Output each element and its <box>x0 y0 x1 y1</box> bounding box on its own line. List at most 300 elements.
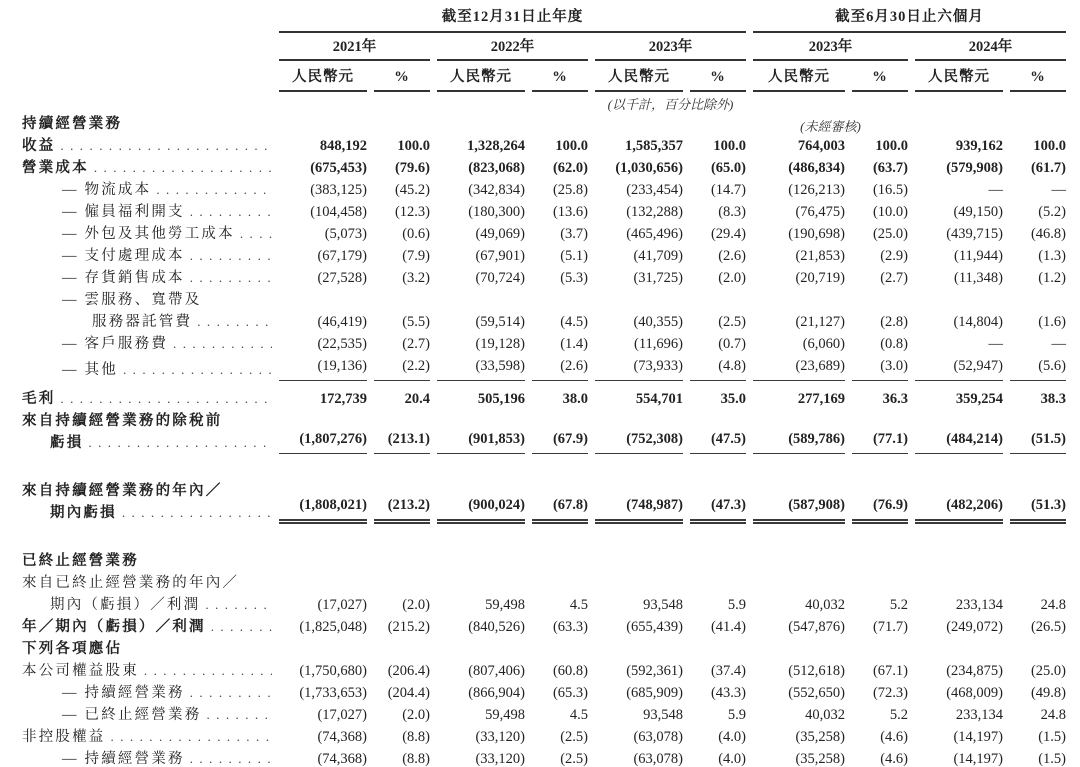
value-cell-pct: (14.7) <box>710 182 746 198</box>
value-cell-pct: (2.0) <box>402 707 430 723</box>
value-cell-rmb: (14,197) <box>953 729 1003 745</box>
table-row <box>22 289 1066 333</box>
value-cell-rmb: (1,825,048) <box>299 619 367 635</box>
value-cell-pct: (5.2) <box>1038 204 1066 220</box>
value-cell-pct: 5.9 <box>727 597 746 613</box>
value-cell-rmb: (900,024) <box>437 494 525 524</box>
value-cell-rmb: 277,169 <box>797 391 845 407</box>
value-cell-rmb: (63,078) <box>633 751 683 767</box>
row-label-text: — 雲服務、寬帶及 <box>62 292 202 308</box>
row-label-text: 年／期內（虧損）／利潤 <box>22 619 206 635</box>
value-cell-rmb: (35,258) <box>795 729 845 745</box>
leader-dots <box>200 594 272 616</box>
leader-dots <box>117 502 272 524</box>
row-label-text: 營業成本 <box>22 160 89 176</box>
value-cell-rmb: (866,904) <box>468 685 525 701</box>
row-label-text: 持續經營業務 <box>22 116 123 132</box>
table-row <box>22 157 1066 179</box>
value-cell-rmb: (67,901) <box>475 248 525 264</box>
row-label-line <box>22 333 272 355</box>
value-cell-rmb: (1,750,680) <box>299 663 367 679</box>
value-cell-rmb: (40,355) <box>633 314 683 330</box>
value-cell-pct: (12.3) <box>394 204 430 220</box>
value-cell-rmb: 40,032 <box>805 707 845 723</box>
row-label-line <box>22 704 272 726</box>
value-cell-pct: (0.8) <box>880 336 908 352</box>
value-cell-rmb: (1,733,653) <box>299 685 367 701</box>
value-cell-pct: 100.0 <box>713 138 746 154</box>
value-cell-pct: (41.4) <box>710 619 746 635</box>
year-2022-header: 2022年 <box>437 38 588 61</box>
row-label-line <box>22 480 272 502</box>
value-cell-pct: (25.8) <box>552 182 588 198</box>
value-cell-rmb: (807,406) <box>468 663 525 679</box>
value-cell-rmb: (31,725) <box>633 270 683 286</box>
value-cell-rmb: (579,908) <box>946 160 1003 176</box>
row-label-line <box>22 113 272 135</box>
table-body <box>22 113 1066 767</box>
value-cell-pct: (8.3) <box>718 204 746 220</box>
row-label-line <box>22 748 272 767</box>
row-label-text: — 客戶服務費 <box>62 336 169 352</box>
value-cell-pct: (46.8) <box>1030 226 1066 242</box>
row-label-text: 期內（虧損）／利潤 <box>50 597 201 613</box>
value-cell-pct: — <box>1051 336 1066 352</box>
value-cell-pct: (43.3) <box>710 685 746 701</box>
value-cell-pct: (63.3) <box>552 619 588 635</box>
row-label-text: 期內虧損 <box>50 505 117 521</box>
row-label <box>22 616 272 638</box>
rmb-column-header: 人民幣元 <box>915 68 1003 92</box>
table-row <box>22 480 1066 524</box>
header-years <box>22 33 1066 61</box>
value-cell-pct: 24.8 <box>1040 707 1066 723</box>
row-label-text: 本公司權益股東 <box>22 663 139 679</box>
value-cell-pct: (213.1) <box>374 428 430 454</box>
value-cell-pct: (4.5) <box>560 314 588 330</box>
value-cell-rmb: (27,528) <box>317 270 367 286</box>
rmb-column-header: 人民幣元 <box>279 68 367 92</box>
section-row <box>22 113 1066 135</box>
row-label-line <box>22 223 272 245</box>
row-label <box>22 179 272 201</box>
section-header <box>22 638 272 660</box>
value-cell-pct: (71.7) <box>872 619 908 635</box>
table-row <box>22 748 1066 767</box>
value-cell-rmb: (49,150) <box>953 204 1003 220</box>
table-row <box>22 410 1066 454</box>
value-cell-rmb: (752,308) <box>595 428 683 454</box>
value-cell-pct: 5.9 <box>727 707 746 723</box>
value-cell-pct: (0.6) <box>402 226 430 242</box>
value-cell-rmb: — <box>988 182 1003 198</box>
value-cell-rmb: 233,134 <box>955 597 1003 613</box>
value-cell-pct: (8.8) <box>402 751 430 767</box>
leader-dots <box>185 682 272 704</box>
table-row <box>22 355 1066 381</box>
value-cell-rmb: (901,853) <box>437 428 525 454</box>
leader-dots <box>185 748 272 767</box>
row-label-line <box>22 410 272 432</box>
value-cell-rmb: (49,069) <box>475 226 525 242</box>
value-cell-rmb: (439,715) <box>946 226 1003 242</box>
section-header <box>22 113 272 135</box>
row-label-line2 <box>22 432 272 454</box>
value-cell-rmb: 939,162 <box>955 138 1003 154</box>
rmb-column-header: 人民幣元 <box>437 68 525 92</box>
value-cell-pct: (45.2) <box>394 182 430 198</box>
row-label <box>22 726 272 748</box>
row-label <box>22 480 272 524</box>
table-row <box>22 682 1066 704</box>
row-label <box>22 333 272 355</box>
value-cell-pct: 5.2 <box>889 597 908 613</box>
value-cell-pct: 100.0 <box>875 138 908 154</box>
value-cell-rmb: (73,933) <box>595 355 683 381</box>
value-cell-pct: 36.3 <box>882 391 908 407</box>
value-cell-pct: (65.3) <box>552 685 588 701</box>
value-cell-pct: (2.5) <box>560 751 588 767</box>
value-cell-pct: (215.2) <box>387 619 430 635</box>
pct-column-header: % <box>852 68 908 92</box>
value-cell-pct: (1.5) <box>1038 729 1066 745</box>
value-cell-pct: (72.3) <box>872 685 908 701</box>
year-2021-header: 2021年 <box>279 38 430 61</box>
unaudited-note: (未經審核) <box>800 119 861 134</box>
value-cell-pct: (62.0) <box>552 160 588 176</box>
value-cell-rmb: (33,120) <box>475 751 525 767</box>
value-cell-rmb: (468,009) <box>946 685 1003 701</box>
value-cell-pct: (47.3) <box>690 494 746 524</box>
value-cell-rmb: (22,535) <box>317 336 367 352</box>
value-cell-rmb: (19,136) <box>279 355 367 381</box>
row-label-text: — 存貨銷售成本 <box>62 270 185 286</box>
value-cell-pct: (1.2) <box>1038 270 1066 286</box>
section-row <box>22 550 1066 572</box>
leader-dots <box>118 359 272 381</box>
row-label <box>22 201 272 223</box>
row-label-text: — 持續經營業務 <box>62 685 185 701</box>
value-cell-pct: (7.9) <box>402 248 430 264</box>
value-cell-rmb: (35,258) <box>795 751 845 767</box>
leader-dots <box>139 660 272 682</box>
value-cell-rmb: (63,078) <box>633 729 683 745</box>
value-cell-pct: (49.8) <box>1030 685 1066 701</box>
row-label-text: 來自持續經營業務的除稅前 <box>22 413 223 429</box>
value-cell-pct: (1.6) <box>1038 314 1066 330</box>
row-label <box>22 660 272 682</box>
value-cell-pct: (51.5) <box>1010 428 1066 454</box>
value-cell-rmb: 172,739 <box>319 391 367 407</box>
value-cell-pct: (63.7) <box>872 160 908 176</box>
value-cell-pct: (1.5) <box>1038 751 1066 767</box>
value-cell-rmb: (74,368) <box>317 751 367 767</box>
leader-dots <box>185 245 272 267</box>
table-row <box>22 660 1066 682</box>
value-cell-pct: (8.8) <box>402 729 430 745</box>
leader-dots <box>201 704 272 726</box>
value-cell-rmb: (589,786) <box>753 428 845 454</box>
row-label <box>22 748 272 767</box>
pct-column-header: % <box>690 68 746 92</box>
value-cell-pct: (2.0) <box>402 597 430 613</box>
value-cell-pct: (2.7) <box>880 270 908 286</box>
value-cell-rmb: (484,214) <box>915 428 1003 454</box>
value-cell-rmb: (11,944) <box>954 248 1003 264</box>
value-cell-rmb: (512,618) <box>788 663 845 679</box>
value-cell-rmb: (126,213) <box>788 182 845 198</box>
value-cell-pct: (10.0) <box>872 204 908 220</box>
row-label-line <box>22 726 272 748</box>
row-label-text: 非控股權益 <box>22 729 106 745</box>
value-cell-rmb: (486,834) <box>788 160 845 176</box>
value-cell-rmb: (180,300) <box>468 204 525 220</box>
row-label-line <box>22 682 272 704</box>
value-cell-rmb: (5,073) <box>324 226 367 242</box>
value-cell-rmb: 93,548 <box>643 597 683 613</box>
value-cell-rmb: (46,419) <box>317 314 367 330</box>
leader-dots <box>151 179 272 201</box>
value-cell-rmb: (840,526) <box>468 619 525 635</box>
row-label <box>22 157 272 179</box>
value-cell-pct: (5.3) <box>560 270 588 286</box>
value-cell-rmb: (74,368) <box>317 729 367 745</box>
value-cell-pct: 4.5 <box>569 707 588 723</box>
value-cell-pct: (5.5) <box>402 314 430 330</box>
value-cell-pct: (2.9) <box>880 248 908 264</box>
row-label-line2 <box>22 594 272 616</box>
header-period-groups <box>22 8 1066 33</box>
value-cell-rmb: 554,701 <box>635 391 683 407</box>
row-label-line <box>22 179 272 201</box>
value-cell-pct: 100.0 <box>1033 138 1066 154</box>
value-cell-rmb: (1,808,021) <box>279 494 367 524</box>
value-cell-pct: (29.4) <box>710 226 746 242</box>
table-row <box>22 388 1066 410</box>
rmb-column-header: 人民幣元 <box>753 68 845 92</box>
row-label <box>22 359 272 381</box>
value-cell-pct: (79.6) <box>394 160 430 176</box>
row-label-line <box>22 638 272 660</box>
value-cell-rmb: (592,361) <box>626 663 683 679</box>
value-cell-rmb: (1,030,656) <box>615 160 683 176</box>
value-cell-rmb: (748,987) <box>595 494 683 524</box>
value-cell-pct: (0.7) <box>718 336 746 352</box>
value-cell-pct: (4.6) <box>880 729 908 745</box>
table-row <box>22 179 1066 201</box>
value-cell-rmb: (33,598) <box>437 355 525 381</box>
value-cell-pct: (76.9) <box>852 494 908 524</box>
value-cell-rmb: (67,179) <box>317 248 367 264</box>
value-cell-pct: (26.5) <box>1030 619 1066 635</box>
value-cell-rmb: 848,192 <box>319 138 367 154</box>
thousands-note: (以千計，百分比除外) <box>607 97 734 112</box>
value-cell-rmb: 233,134 <box>955 707 1003 723</box>
value-cell-pct: (3.7) <box>560 226 588 242</box>
value-cell-rmb: (234,875) <box>946 663 1003 679</box>
value-cell-rmb: (19,128) <box>475 336 525 352</box>
value-cell-rmb: (249,072) <box>946 619 1003 635</box>
value-cell-pct: (204.4) <box>387 685 430 701</box>
value-cell-rmb: 1,328,264 <box>467 138 525 154</box>
pct-column-header: % <box>532 68 588 92</box>
table-row <box>22 201 1066 223</box>
value-cell-pct: (16.5) <box>872 182 908 198</box>
value-cell-pct: (2.5) <box>560 729 588 745</box>
row-label-text: 來自持續經營業務的年內／ <box>22 483 223 499</box>
value-cell-rmb: 359,254 <box>955 391 1003 407</box>
leader-dots <box>106 726 273 748</box>
value-cell-rmb: (59,514) <box>475 314 525 330</box>
row-label <box>22 410 272 454</box>
value-cell-pct: (77.1) <box>852 428 908 454</box>
value-cell-rmb: (11,696) <box>634 336 683 352</box>
row-label <box>22 682 272 704</box>
value-cell-rmb: (14,197) <box>953 751 1003 767</box>
value-cell-pct: — <box>1051 182 1066 198</box>
section-row <box>22 638 1066 660</box>
value-cell-rmb: — <box>988 336 1003 352</box>
row-label-text: 下列各項應佔 <box>22 641 123 657</box>
row-label-line <box>22 550 272 572</box>
value-cell-pct: (37.4) <box>710 663 746 679</box>
value-cell-pct: (60.8) <box>552 663 588 679</box>
leader-dots <box>185 201 272 223</box>
value-cell-rmb: (1,807,276) <box>279 428 367 454</box>
value-cell-pct: (61.7) <box>1030 160 1066 176</box>
value-cell-pct: 100.0 <box>555 138 588 154</box>
table-row <box>22 135 1066 157</box>
value-cell-pct: (5.1) <box>560 248 588 264</box>
value-cell-rmb: (132,288) <box>626 204 683 220</box>
value-cell-rmb: (482,206) <box>915 494 1003 524</box>
section-header <box>22 550 272 572</box>
row-label-text: 收益 <box>22 138 56 154</box>
value-cell-rmb: (21,127) <box>795 314 845 330</box>
value-cell-rmb: 1,585,357 <box>625 138 683 154</box>
leader-dots <box>83 432 272 454</box>
row-label-line <box>22 289 272 311</box>
row-label-line <box>22 135 272 157</box>
value-cell-pct: (213.2) <box>374 494 430 524</box>
value-cell-pct: 38.3 <box>1040 391 1066 407</box>
value-cell-rmb: 764,003 <box>797 138 845 154</box>
value-cell-pct: (5.6) <box>1010 355 1066 381</box>
row-label <box>22 135 272 157</box>
row-label-line <box>22 572 272 594</box>
value-cell-pct: 4.5 <box>569 597 588 613</box>
table-row <box>22 267 1066 289</box>
table-row <box>22 245 1066 267</box>
value-cell-pct: (3.0) <box>852 355 908 381</box>
table-row <box>22 726 1066 748</box>
value-cell-rmb: (21,853) <box>795 248 845 264</box>
row-label-text: — 物流成本 <box>62 182 152 198</box>
year-2023-interim-header: 2023年 <box>753 38 908 61</box>
value-cell-pct: (47.5) <box>690 428 746 454</box>
value-cell-rmb: (17,027) <box>317 597 367 613</box>
row-label-line <box>22 267 272 289</box>
row-label-text: — 僱員福利開支 <box>62 204 185 220</box>
period-annual-header: 截至12月31日止年度 <box>279 8 746 33</box>
value-cell-pct: (67.1) <box>872 663 908 679</box>
row-label-text: — 其他 <box>62 362 118 378</box>
row-label <box>22 245 272 267</box>
value-cell-pct: (67.9) <box>532 428 588 454</box>
value-cell-rmb: (190,698) <box>788 226 845 242</box>
row-label <box>22 267 272 289</box>
value-cell-pct: (2.6) <box>718 248 746 264</box>
leader-dots <box>192 311 272 333</box>
value-cell-rmb: (6,060) <box>802 336 845 352</box>
row-label <box>22 289 272 333</box>
row-label <box>22 388 272 410</box>
value-cell-rmb: (23,689) <box>753 355 845 381</box>
value-cell-rmb: (465,496) <box>626 226 683 242</box>
value-cell-rmb: (33,120) <box>475 729 525 745</box>
row-label-line <box>22 616 272 638</box>
value-cell-pct: (2.8) <box>880 314 908 330</box>
pct-column-header: % <box>374 68 430 92</box>
value-cell-pct: 24.8 <box>1040 597 1066 613</box>
row-label-line <box>22 388 272 410</box>
row-label-text: — 支付處理成本 <box>62 248 185 264</box>
row-label-line2 <box>22 502 272 524</box>
value-cell-pct: (2.6) <box>532 355 588 381</box>
value-cell-rmb: (70,724) <box>475 270 525 286</box>
row-label-text: 虧損 <box>50 435 84 451</box>
value-cell-pct: (206.4) <box>387 663 430 679</box>
row-label-line <box>22 201 272 223</box>
table-row <box>22 704 1066 726</box>
table-row <box>22 616 1066 638</box>
value-cell-rmb: (587,908) <box>753 494 845 524</box>
leader-dots <box>55 135 272 157</box>
header-notes <box>22 92 1066 113</box>
value-cell-pct: 5.2 <box>889 707 908 723</box>
value-cell-pct: (2.5) <box>718 314 746 330</box>
value-cell-rmb: 59,498 <box>485 597 525 613</box>
value-cell-pct: (4.0) <box>718 729 746 745</box>
row-label-line <box>22 359 272 381</box>
value-cell-rmb: (14,804) <box>953 314 1003 330</box>
leader-dots <box>89 157 272 179</box>
value-cell-rmb: 40,032 <box>805 597 845 613</box>
value-cell-pct: 100.0 <box>397 138 430 154</box>
table-row <box>22 572 1066 616</box>
value-cell-pct: (67.8) <box>532 494 588 524</box>
row-label <box>22 704 272 726</box>
value-cell-rmb: (11,348) <box>954 270 1003 286</box>
value-cell-pct: 20.4 <box>404 391 430 407</box>
row-label-text: — 已終止經營業務 <box>62 707 202 723</box>
value-cell-pct: (1.4) <box>560 336 588 352</box>
value-cell-pct: (4.6) <box>880 751 908 767</box>
value-cell-pct: (51.3) <box>1010 494 1066 524</box>
row-label-text: 來自已終止經營業務的年內／ <box>22 575 240 591</box>
year-2024-interim-header: 2024年 <box>915 38 1066 61</box>
value-cell-pct: (4.0) <box>718 751 746 767</box>
row-label-text: — 外包及其他勞工成本 <box>62 226 235 242</box>
value-cell-rmb: (104,458) <box>310 204 367 220</box>
value-cell-pct: 38.0 <box>562 391 588 407</box>
row-label-line <box>22 245 272 267</box>
value-cell-pct: (4.8) <box>690 355 746 381</box>
leader-dots <box>235 223 272 245</box>
row-label <box>22 572 272 616</box>
value-cell-pct: (25.0) <box>872 226 908 242</box>
rmb-column-header: 人民幣元 <box>595 68 683 92</box>
